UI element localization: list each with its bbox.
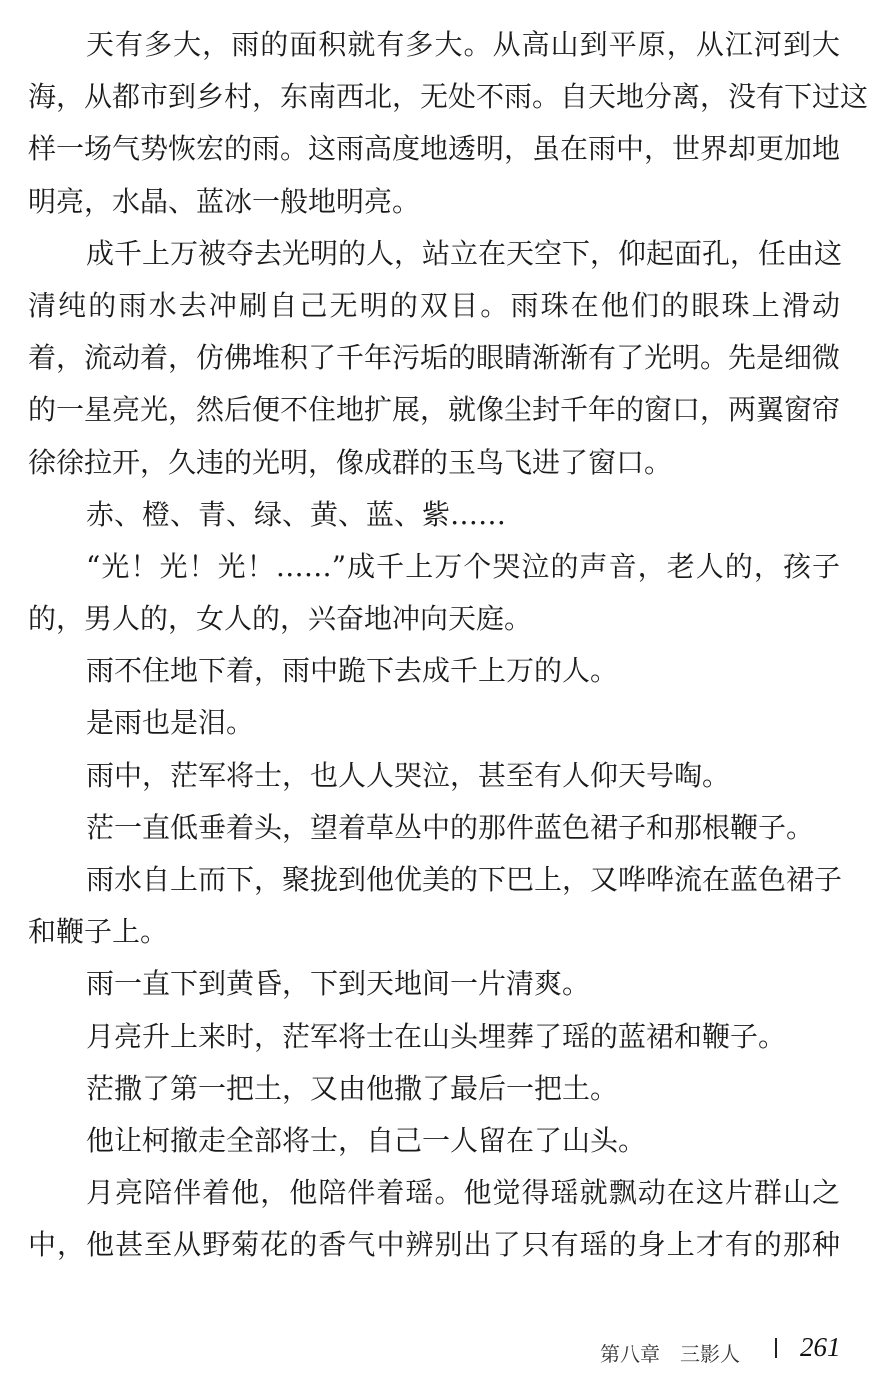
text-line: 明亮，水晶、蓝冰一般地明亮。	[28, 184, 421, 218]
text-line: 的，男人的，女人的，兴奋地冲向天庭。	[28, 602, 533, 636]
text-line: 天有多大，雨的面积就有多大。从高山到平原，从江河到大	[86, 28, 840, 61]
paragraph	[28, 750, 840, 802]
paragraph	[28, 541, 840, 645]
text-line: “光！光！光！……”成千上万个哭泣的声音，老人的，孩子	[86, 549, 840, 583]
text-line: 样一场气势恢宏的雨。这雨高度地透明，虽在雨中，世界却更加地	[28, 132, 841, 166]
text-line: 和鞭子上。	[28, 915, 169, 949]
paragraph	[28, 697, 840, 749]
running-footer-chapter: 第八章 三影人	[600, 1342, 740, 1366]
paragraph	[28, 802, 840, 854]
text-line: 着，流动着，仿佛堆积了千年污垢的眼睛渐渐有了光明。先是细微	[28, 341, 841, 375]
text-line: 的一星亮光，然后便不住地扩展，就像尘封千年的窗口，两翼窗帘	[28, 393, 841, 427]
page-footer	[0, 1330, 872, 1370]
paragraph	[28, 228, 843, 489]
page-number: 261	[800, 1332, 841, 1362]
paragraph	[28, 1063, 840, 1115]
text-line: 雨一直下到黄昏，下到天地间一片清爽。	[86, 967, 591, 1001]
text-line: 赤、橙、青、绿、黄、蓝、紫……	[86, 497, 507, 531]
text-line: 茫撒了第一把土，又由他撒了最后一把土。	[86, 1071, 619, 1105]
paragraph	[28, 1115, 840, 1167]
paragraph	[28, 19, 869, 228]
text-line: 中，他甚至从野菊花的香气中辨别出了只有瑶的身上才有的那种	[28, 1228, 840, 1262]
paragraph	[28, 958, 840, 1010]
text-line: 是雨也是泪。	[86, 706, 255, 740]
paragraph	[28, 1167, 840, 1271]
text-line: 月亮升上来时，茫军将士在山头埋葬了瑶的蓝裙和鞭子。	[86, 1019, 787, 1053]
footer-divider	[775, 1338, 777, 1358]
paragraph	[28, 645, 840, 697]
text-line: 雨水自上而下，聚拢到他优美的下巴上，又哗哗流在蓝色裙子	[86, 863, 843, 896]
text-line: 徐徐拉开，久违的光明，像成群的玉鸟飞进了窗口。	[28, 445, 673, 479]
text-line: 茫一直低垂着头，望着草丛中的那件蓝色裙子和那根鞭子。	[86, 810, 815, 844]
body-text	[28, 19, 869, 1272]
paragraph	[28, 1011, 840, 1063]
text-line: 清纯的雨水去冲刷自己无明的双目。雨珠在他们的眼珠上滑动	[28, 288, 840, 322]
text-line: 他让柯撤走全部将士，自己一人留在了山头。	[86, 1123, 647, 1157]
text-line: 成千上万被夺去光明的人，站立在天空下，仰起面孔，任由这	[86, 236, 843, 270]
text-line: 雨不住地下着，雨中跪下去成千上万的人。	[86, 654, 619, 688]
paragraph	[28, 489, 840, 541]
text-line: 海，从都市到乡村，东南西北，无处不雨。自天地分离，没有下过这	[28, 80, 869, 114]
paragraph	[28, 854, 843, 958]
text-line: 雨中，茫军将士，也人人哭泣，甚至有人仰天号啕。	[86, 758, 731, 792]
text-line: 月亮陪伴着他，他陪伴着瑶。他觉得瑶就飘动在这片群山之	[86, 1176, 840, 1210]
